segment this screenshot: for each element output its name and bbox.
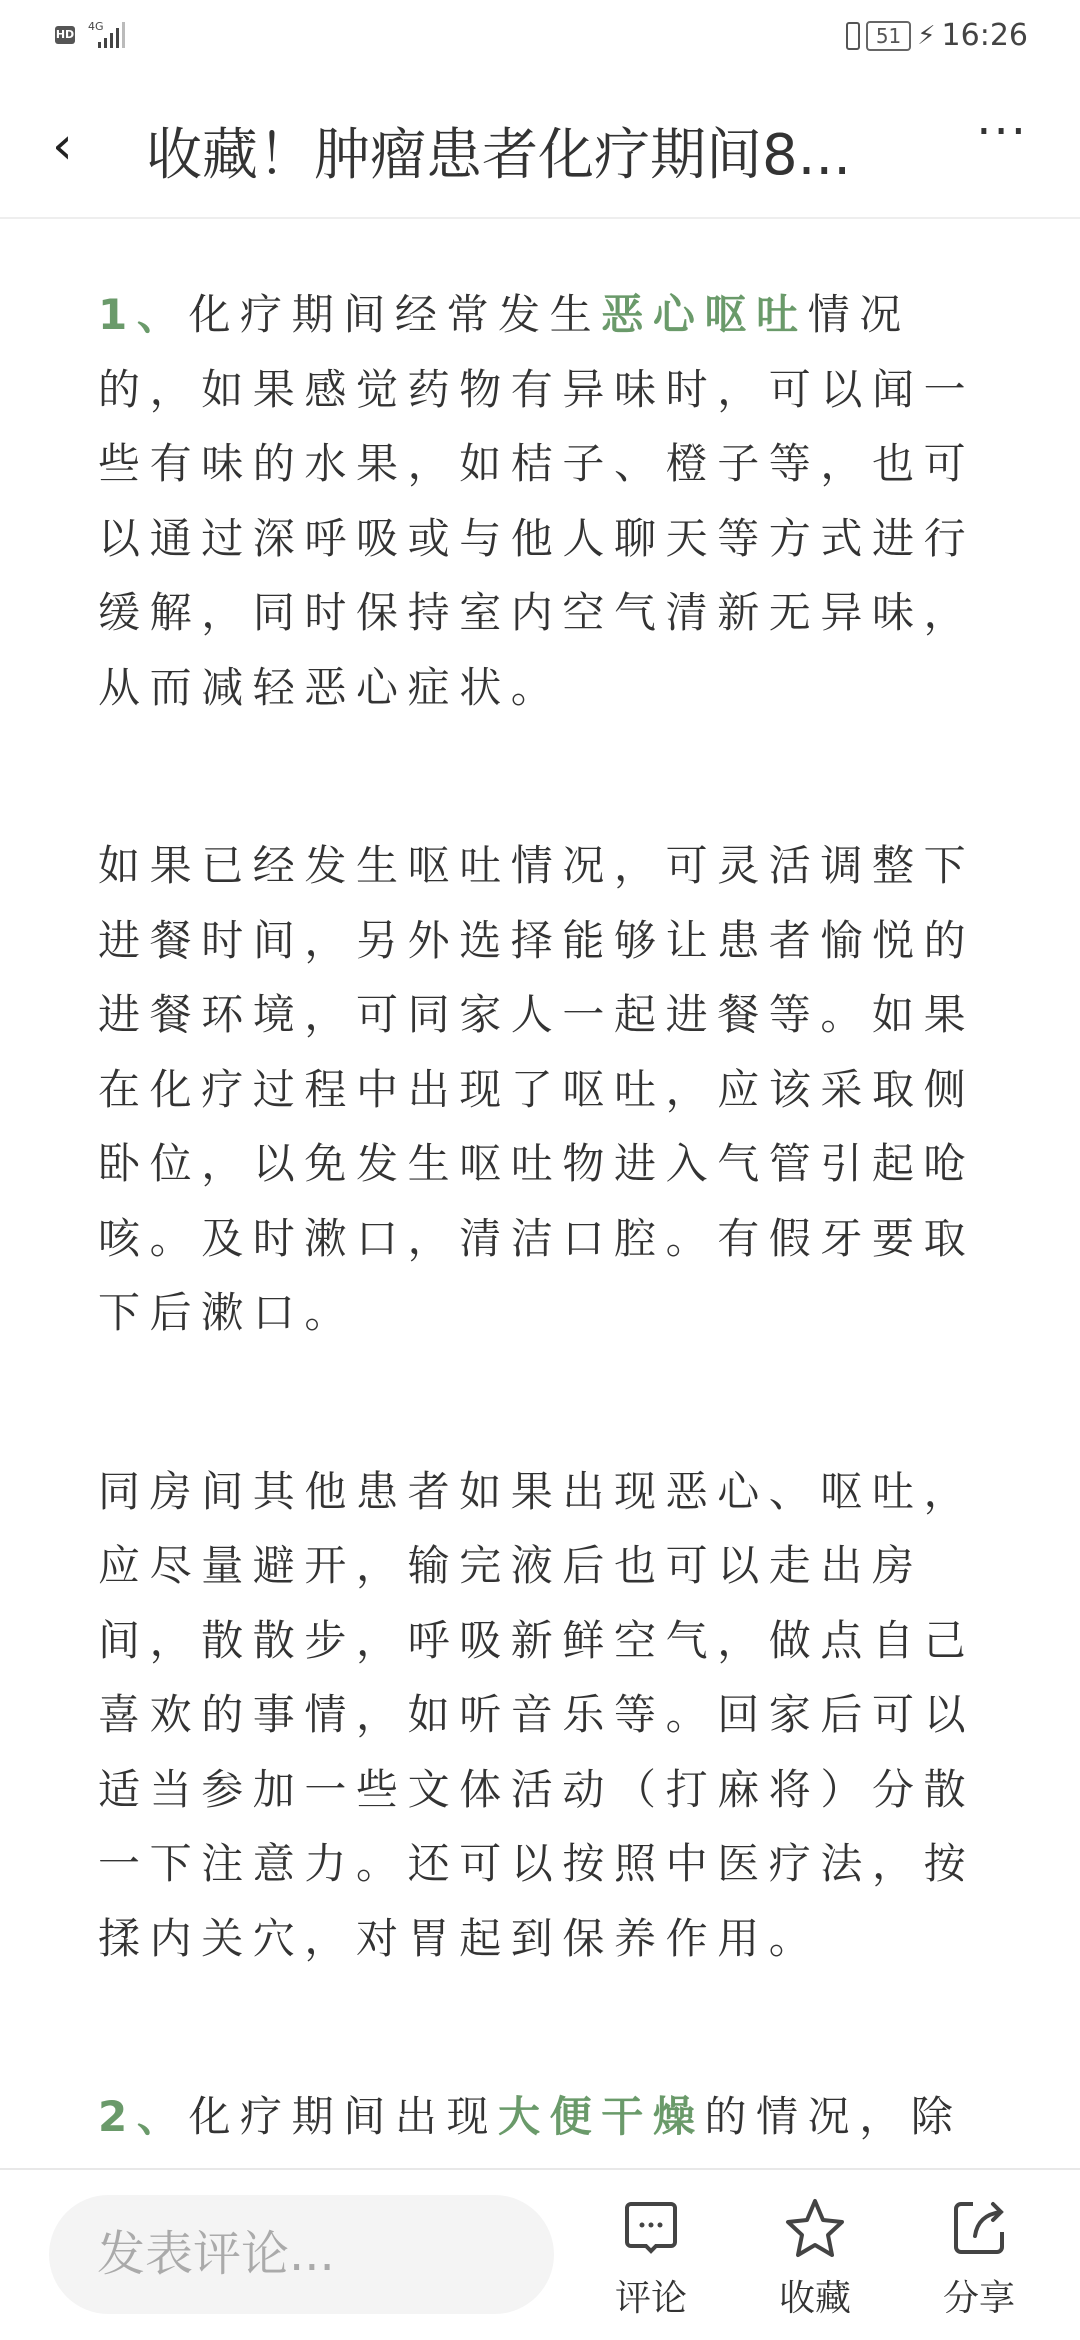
- network-type: 4G: [88, 20, 104, 33]
- text: 化疗期间经常发生: [188, 290, 602, 339]
- signal-icon: [98, 22, 125, 48]
- section-number: 1、: [98, 290, 189, 339]
- comment-button[interactable]: [596, 2196, 706, 2321]
- page-title: 收藏！肿瘤患者化疗期间8...: [146, 123, 852, 188]
- hd-icon: HD: [55, 26, 75, 44]
- more-icon[interactable]: ···: [976, 104, 1028, 160]
- text: 情况的，如果感觉药物有异味时，可以闻一些有味的水果，如桔子、橙子等，也可以通过深呼吸或与他人聊天等方式进行缓解，同时保持室内空气清新无异味，从而减轻恶心症状。: [98, 290, 976, 712]
- bottom-bar: [0, 2168, 1080, 2340]
- favorite-button[interactable]: [760, 2196, 870, 2321]
- share-icon: [947, 2196, 1011, 2260]
- highlight: 恶心呕吐: [601, 290, 808, 339]
- highlight: 大便干燥: [498, 2092, 705, 2141]
- paragraph: 同房间其他患者如果出现恶心、呕吐，应尽量避开，输完液后也可以走出房间，散散步，呼吸新鲜空气，做点自己喜欢的事情，如听音乐等。回家后可以适当参加一些文体活动（打麻将）分散一下注意力。还可以按照中医疗法，按揉内关穴，对胃起到保养作用。: [98, 1466, 976, 1963]
- back-icon[interactable]: ‹: [52, 116, 73, 176]
- share-label: 分享: [942, 2278, 1015, 2319]
- article-body: [98, 278, 988, 2168]
- charging-icon: ⚡: [917, 20, 936, 51]
- favorite-label: 收藏: [778, 2278, 851, 2319]
- clock: 16:26: [941, 18, 1028, 53]
- text: 化疗期间出现: [188, 2092, 499, 2141]
- battery-icon: 51: [866, 21, 911, 51]
- text: 的情况，除: [704, 2092, 963, 2141]
- comment-label: 评论: [614, 2278, 687, 2319]
- share-button[interactable]: [924, 2196, 1034, 2321]
- comment-icon: [619, 2196, 683, 2260]
- paragraph: [98, 278, 988, 725]
- header: [0, 76, 1080, 219]
- star-icon: [783, 2196, 847, 2260]
- section-number: 2、: [98, 2092, 189, 2141]
- status-bar: [0, 0, 1080, 76]
- vibrate-icon: [846, 22, 860, 50]
- comment-input[interactable]: 发表评论...: [49, 2195, 554, 2314]
- paragraph: 如果已经发生呕吐情况，可灵活调整下进餐时间，另外选择能够让患者愉悦的进餐环境，可同家人一起进餐等。如果在化疗过程中出现了呕吐，应该采取侧卧位，以免发生呕吐物进入气管引起呛咳。及时漱口，清洁口腔。有假牙要取下后漱口。: [98, 841, 976, 1337]
